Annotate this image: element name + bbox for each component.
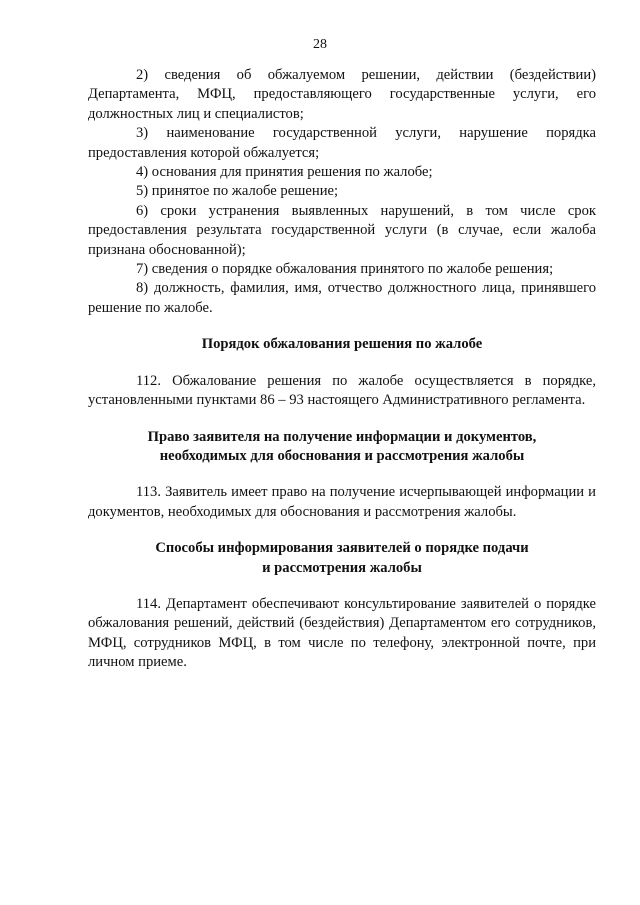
section-heading-line: Право заявителя на получение информации и документов, (147, 428, 537, 445)
list-item: 6) сроки устранения выявленных нарушений, в том числе срок предоставления результата государственной услуги (в случае, если жалоба признана обоснованной); (88, 202, 596, 258)
document-body (88, 66, 596, 673)
page-number: 28 (313, 37, 327, 52)
list-item: 8) должность, фамилия, имя, отчество должностного лица, принявшего решение по жалобе. (88, 280, 596, 316)
section-paragraph: 112. Обжалование решения по жалобе осуществляется в порядке, установленными пунктами 86 – 93 настоящего Административного регламента. (88, 372, 596, 409)
section-heading (88, 539, 596, 578)
section-heading (88, 428, 596, 467)
section-paragraph: 114. Департамент обеспечивают консультирование заявителей о порядке обжалования решений, действий (бездействия) Департаментом его сотрудников, МФЦ, сотрудников МФЦ, в том числе по телефону, электронной почте, при личном приеме. (88, 595, 596, 671)
section-heading-line: и рассмотрения жалобы (262, 559, 422, 576)
list-item: 4) основания для принятия решения по жалобе; (136, 164, 433, 181)
list-item: 2) сведения об обжалуемом решении, действии (бездействии) Департамента, МФЦ, предоставляющего государственные услуги, его должностных лиц и специалистов; (88, 67, 596, 122)
section-paragraph: 113. Заявитель имеет право на получение исчерпывающей информации и документов, необходимых для обоснования и рассмотрения жалобы. (88, 484, 596, 520)
section-heading (88, 335, 596, 354)
list-item: 5) принятое по жалобе решение; (136, 183, 339, 200)
section-heading-line: Способы информирования заявителей о порядке подачи (155, 540, 529, 557)
section-heading-line: Порядок обжалования решения по жалобе (201, 336, 483, 353)
list-item: 3) наименование государственной услуги, нарушение порядка предоставления которой обжалуется; (88, 125, 596, 161)
section-heading-line: необходимых для обоснования и рассмотрения жалобы (159, 447, 525, 464)
list-item: 7) сведения о порядке обжалования принятого по жалобе решения; (136, 261, 554, 278)
